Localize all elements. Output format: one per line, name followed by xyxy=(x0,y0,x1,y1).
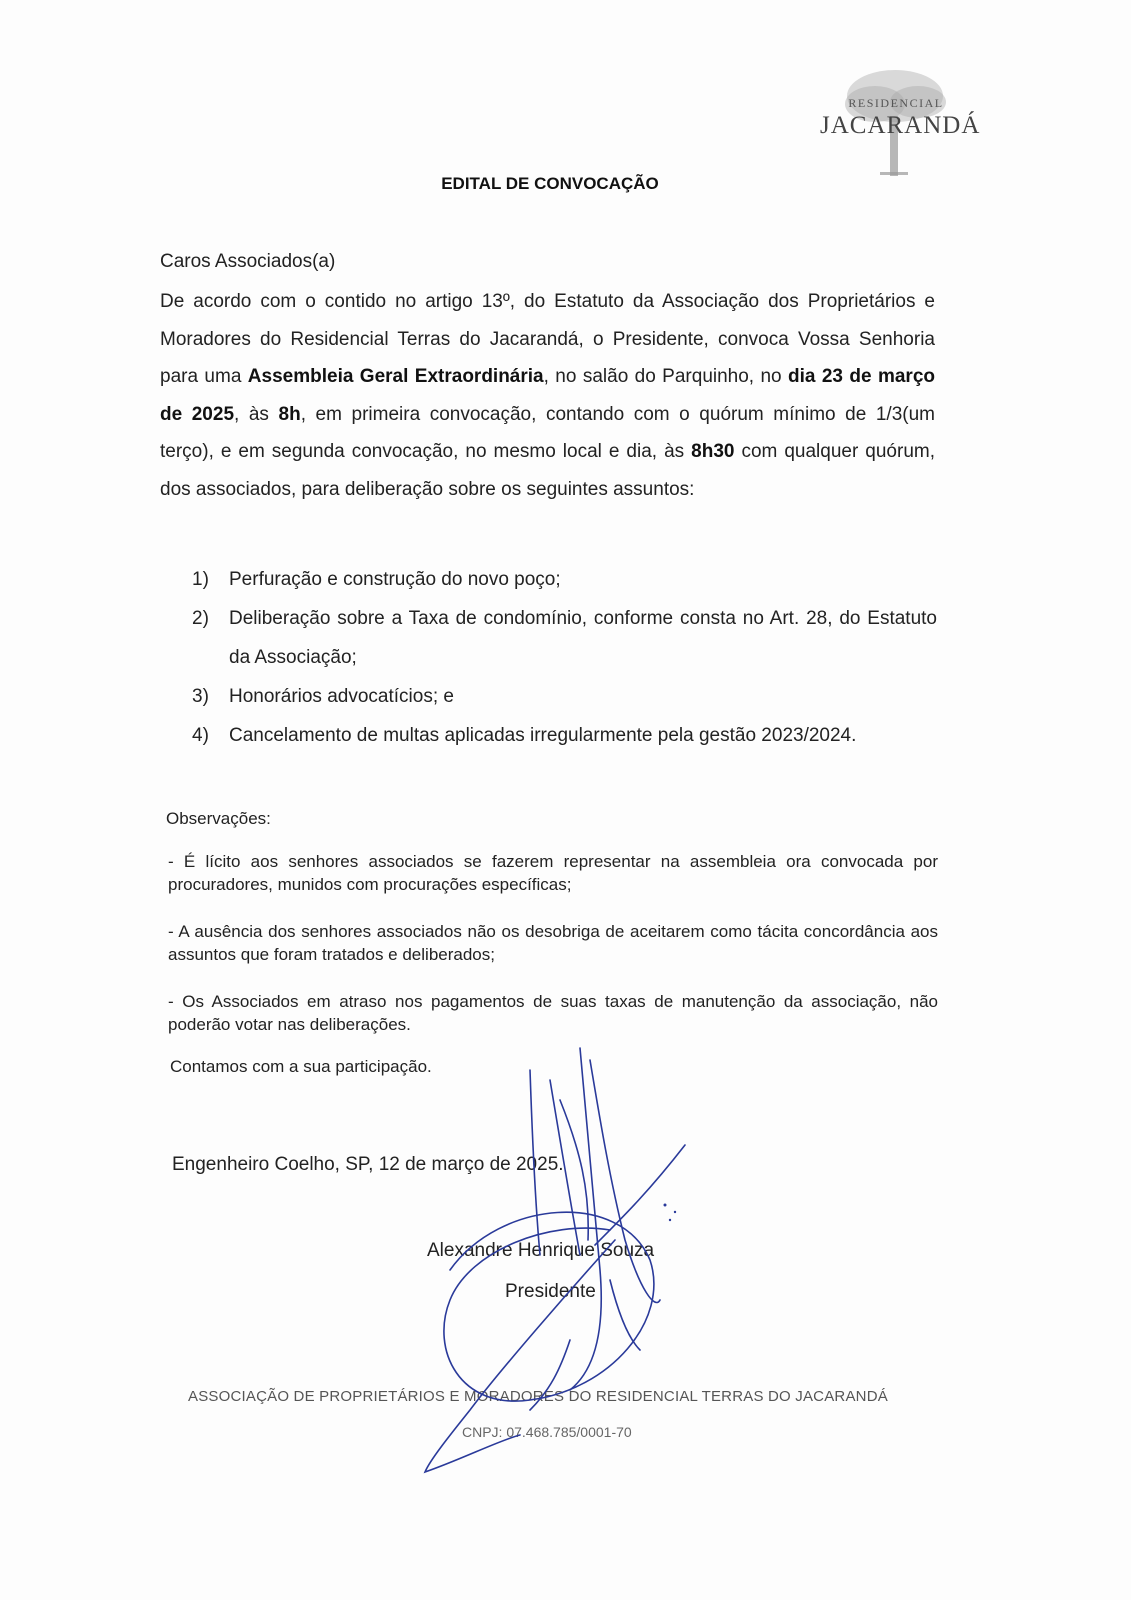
first-call-time: 8h xyxy=(278,403,301,425)
observation-item: - É lícito aos senhores associados se fazerem representar na assembleia ora convocada por procuradores, munidos com procurações específicas; xyxy=(168,852,938,894)
agenda-text: Honorários advocatícios; e xyxy=(229,686,454,707)
paragraph-text: , às xyxy=(234,403,279,425)
agenda-item xyxy=(192,560,937,599)
observation-item: - Os Associados em atraso nos pagamentos de suas taxas de manutenção da associação, não poderão votar nas deliberações. xyxy=(168,992,938,1034)
residencial-jacaranda-logo xyxy=(820,66,981,186)
document-title: EDITAL DE CONVOCAÇÃO xyxy=(441,174,659,193)
agenda-text: Cancelamento de multas aplicadas irregularmente pela gestão 2023/2024. xyxy=(229,725,857,746)
agenda-text: Deliberação sobre a Taxa de condomínio, conforme consta no Art. 28, do Estatuto da Associação; xyxy=(229,608,937,668)
agenda-text: Perfuração e construção do novo poço; xyxy=(229,569,561,590)
paragraph-text: De acordo com o contido no artigo 13º, do Estatuto da Associação dos Proprietários e Moradores do Residencial Terras do Jacarandá, o Presidente, convoca Vossa Senhoria para uma xyxy=(160,291,935,387)
closing-text: Contamos com a sua participação. xyxy=(170,1057,432,1076)
signer-name: Alexandre Henrique Souza xyxy=(427,1240,655,1261)
paragraph-text: , no salão do Parquinho, no xyxy=(543,366,789,387)
agenda-list xyxy=(192,560,937,755)
place-date: Engenheiro Coelho, SP, 12 de março de 2025. xyxy=(172,1154,564,1175)
agenda-item xyxy=(192,677,937,716)
paragraph-text: , em primeira convocação, contando com o quórum mínimo de 1/3(um terço), e em segunda convocação, no mesmo local e dia, às xyxy=(160,403,935,462)
signer-role: Presidente xyxy=(505,1281,596,1302)
agenda-number: 1) xyxy=(192,569,209,590)
logo-big-text: JACARANDÁ xyxy=(820,112,981,139)
assembly-type: Assembleia Geral Extraordinária xyxy=(247,366,544,387)
greeting: Caros Associados(a) xyxy=(160,251,336,272)
agenda-number: 2) xyxy=(192,608,209,629)
observations-title: Observações: xyxy=(166,809,271,828)
observation-item: - A ausência dos senhores associados não os desobriga de aceitarem como tácita concordância aos assuntos que foram tratados e deliberados; xyxy=(168,922,938,964)
agenda-item xyxy=(192,716,937,755)
paragraph-text: com qualquer quórum, dos associados, para deliberação sobre os seguintes assuntos: xyxy=(160,441,935,500)
convocation-paragraph xyxy=(160,283,935,508)
agenda-item xyxy=(192,599,937,677)
footer-organization: ASSOCIAÇÃO DE PROPRIETÁRIOS E MORADORES DO RESIDENCIAL TERRAS DO JACARANDÁ xyxy=(188,1388,888,1405)
second-call-time: 8h30 xyxy=(691,441,735,462)
footer-cnpj: CNPJ: 07.468.785/0001-70 xyxy=(462,1424,632,1440)
logo-small-text: RESIDENCIAL xyxy=(848,96,944,110)
agenda-number: 3) xyxy=(192,686,209,707)
assembly-date: dia 23 de março de 2025 xyxy=(160,366,935,425)
agenda-number: 4) xyxy=(192,725,209,746)
